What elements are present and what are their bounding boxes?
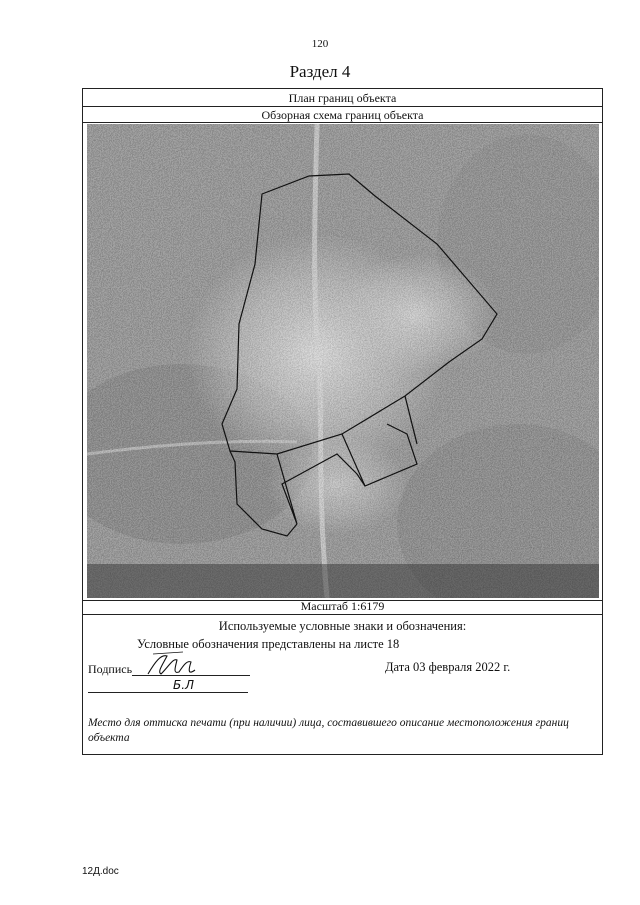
aerial-photo [87,124,599,598]
divider [82,614,603,615]
signer-initials: Б.Л [173,678,195,692]
initials-line [88,692,248,693]
stamp-note: Место для оттиска печати (при наличии) лица, составившего описание местоположения границ объекта [88,717,569,744]
handwritten-signature [143,648,203,682]
page-number: 120 [311,38,329,50]
overview-title: Обзорная схема границ объекта [261,108,424,122]
signature-label: Подпись [88,662,133,676]
overview-map [87,124,599,598]
section-title: Раздел 4 [289,62,351,81]
divider [82,106,603,107]
map-scale: Масштаб 1:6179 [300,599,385,613]
legend-text: Условные обозначения представлены на листе 18 [137,637,400,651]
legend-title: Используемые условные знаки и обозначения: [218,619,467,633]
file-name: 12Д.doc [82,866,119,877]
plan-title: План границ объекта [288,91,397,105]
signing-date: Дата 03 февраля 2022 г. [385,660,511,674]
